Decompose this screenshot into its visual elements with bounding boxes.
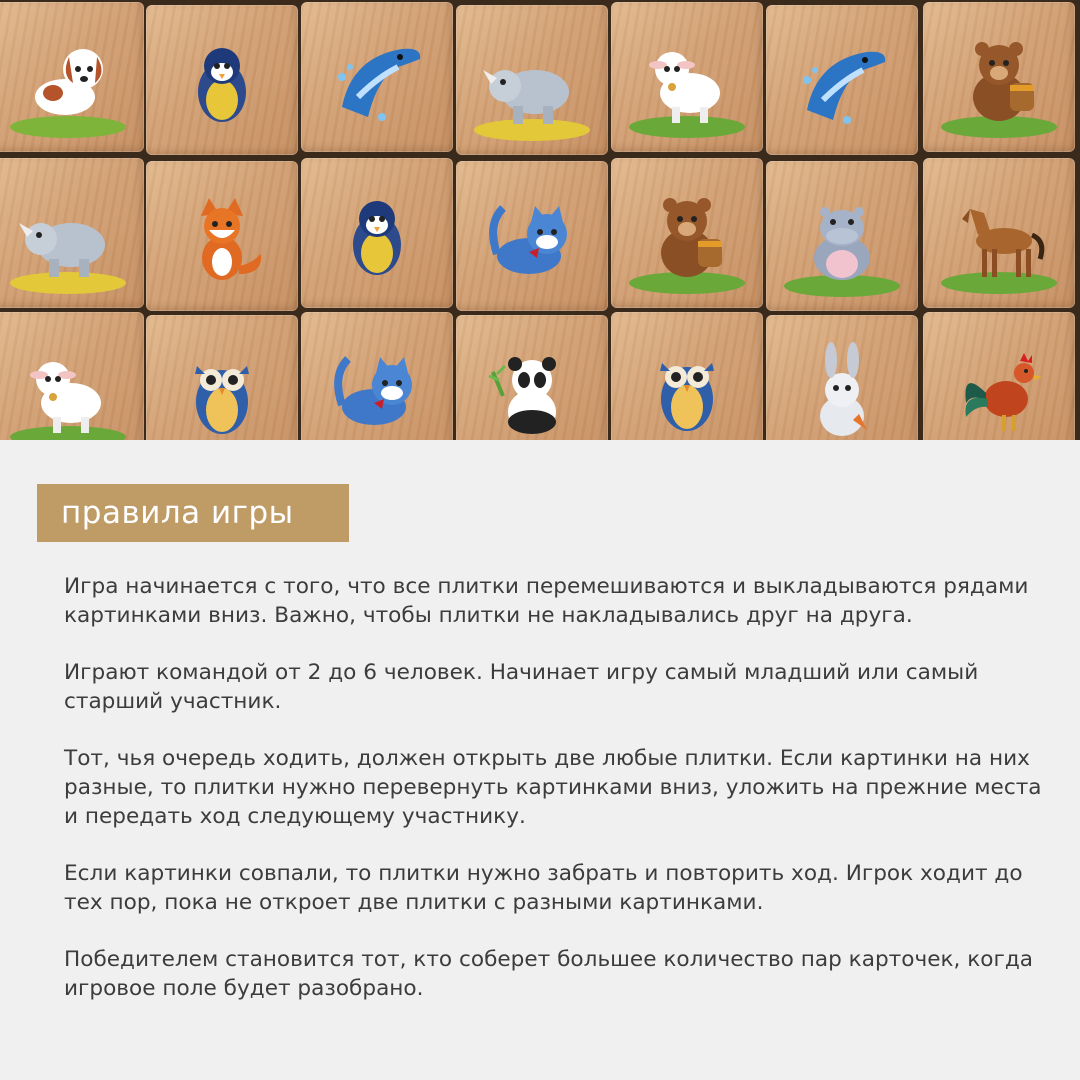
wooden-tile	[146, 161, 298, 311]
dolphin-icon	[787, 25, 897, 135]
wooden-tile	[611, 158, 763, 308]
owl-icon	[167, 335, 277, 440]
fox-icon	[167, 181, 277, 291]
wooden-tile	[0, 312, 144, 440]
wooden-tile	[766, 315, 918, 440]
wooden-tile	[456, 5, 608, 155]
rules-paragraph: Если картинки совпали, то плитки нужно забрать и повторить ход. Игрок ходит до тех пор, пока не откроет две плитки с разными картинками.	[64, 861, 1023, 915]
bird-icon	[322, 178, 432, 288]
wooden-tile	[301, 312, 453, 440]
lamb-icon	[632, 22, 742, 132]
wooden-tile	[301, 2, 453, 152]
lamb-icon	[13, 332, 123, 440]
wooden-tile	[0, 158, 144, 308]
panda-icon	[477, 335, 587, 440]
rules-paragraph: Тот, чья очередь ходить, должен открыть две любые плитки. Если картинки на них разные, то плитки нужно перевернуть картинками вниз, уложить на прежние места и передать ход следующему участнику.	[64, 746, 1042, 829]
dolphin-icon	[322, 22, 432, 132]
wooden-tile	[456, 315, 608, 440]
owl-icon	[632, 332, 742, 440]
hippo-icon	[787, 181, 897, 291]
wooden-tile	[146, 5, 298, 155]
bear-icon	[944, 22, 1054, 132]
rhino-icon	[477, 25, 587, 135]
kitten-icon	[322, 332, 432, 440]
rules-paragraph: Играют командой от 2 до 6 человек. Начинает игру самый младший или самый старший участник.	[64, 660, 979, 714]
wooden-tile	[146, 315, 298, 440]
wooden-tile	[766, 5, 918, 155]
wooden-tile	[456, 161, 608, 311]
rules-paragraph: Победителем становится тот, кто соберет большее количество пар карточек, когда игровое поле будет разобрано.	[64, 947, 1034, 1001]
rules-heading: правила игры	[61, 495, 294, 531]
rules-paragraph: Игра начинается с того, что все плитки перемешиваются и выкладываются рядами картинками вниз. Важно, чтобы плитки не накладывались друг на друга.	[64, 574, 1029, 628]
rhino-icon	[13, 178, 123, 288]
rules-heading-banner	[37, 484, 349, 542]
memory-tiles-photo	[0, 0, 1080, 440]
wooden-tile	[611, 2, 763, 152]
bird-icon	[167, 25, 277, 135]
wooden-tile	[923, 158, 1075, 308]
rooster-icon	[944, 332, 1054, 440]
kitten-icon	[477, 181, 587, 291]
wooden-tile	[766, 161, 918, 311]
wooden-tile	[923, 312, 1075, 440]
rules-text	[64, 572, 1054, 1031]
bunny-icon	[787, 335, 897, 440]
wooden-tile	[301, 158, 453, 308]
wooden-tile	[923, 2, 1075, 152]
horse-icon	[944, 178, 1054, 288]
wooden-tile	[0, 2, 144, 152]
puppy-icon	[13, 22, 123, 132]
bear-icon	[632, 178, 742, 288]
wooden-tile	[611, 312, 763, 440]
